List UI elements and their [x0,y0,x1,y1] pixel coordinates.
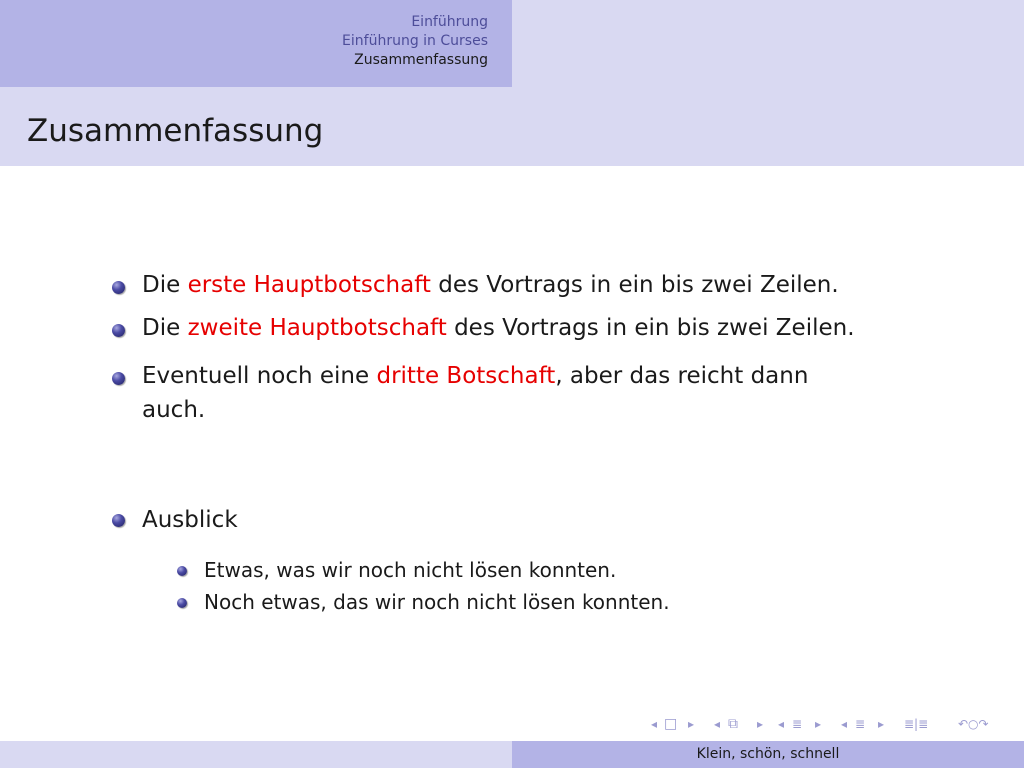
outlook-item: Ausblick [142,507,238,533]
sub-bullet-icon [177,598,187,608]
headline [0,0,1024,87]
subsection-next-icon[interactable]: ▸ [815,717,822,731]
frame-title: Zusammenfassung [0,87,1024,166]
sub-bullet-icon [177,566,187,576]
frame-next-icon[interactable]: ▸ [757,717,764,731]
navigation-symbols [0,714,1024,736]
subsection-prev-icon[interactable]: ◂ [778,717,785,731]
section-next-icon[interactable]: ▸ [878,717,885,731]
footline [0,741,1024,768]
frame-prev-icon[interactable]: ◂ [714,717,721,731]
outlook-subitem-1: Etwas, was wir noch nicht lösen konnten. [204,558,617,582]
document-icon[interactable]: ≣|≣ [904,717,929,731]
slide-prev-icon[interactable]: ◂ [651,717,658,731]
footline-title: Klein, schön, schnell [512,741,1024,768]
frame-icon[interactable]: ⧉ [728,716,738,732]
bullet-icon [112,324,125,337]
slide-next-icon[interactable]: ▸ [688,717,695,731]
summary-item-3: Eventuell noch eine dritte Botschaft, aber das reicht dann auch. [142,363,809,423]
nav-section-zusammenfassung[interactable]: Zusammenfassung [354,52,488,68]
nav-section-einfuehrung[interactable]: Einführung [411,14,488,30]
bullet-icon [112,514,125,527]
bullet-icon [112,281,125,294]
highlight-text: dritte Botschaft [376,363,556,389]
summary-item-1: Die erste Hauptbotschaft des Vortrags in ein bis zwei Zeilen. [142,272,839,298]
headline-right-panel [512,0,1024,87]
nav-section-curses[interactable]: Einführung in Curses [342,33,488,49]
highlight-text: erste Hauptbotschaft [187,272,431,298]
summary-item-2: Die zweite Hauptbotschaft des Vortrags in ein bis zwei Zeilen. [142,315,855,341]
footline-left [0,741,512,768]
section-prev-icon[interactable]: ◂ [841,717,848,731]
subsection-icon[interactable]: ≣ [792,717,803,731]
search-icon[interactable]: ↶○↷ [958,717,989,731]
outlook-subitem-2: Noch etwas, das wir noch nicht lösen konnten. [204,590,670,614]
section-navigation [0,0,512,87]
bullet-icon [112,372,125,385]
highlight-text: zweite Hauptbotschaft [187,315,447,341]
slide-icon[interactable]: □ [664,716,678,732]
section-icon[interactable]: ≣ [855,717,866,731]
